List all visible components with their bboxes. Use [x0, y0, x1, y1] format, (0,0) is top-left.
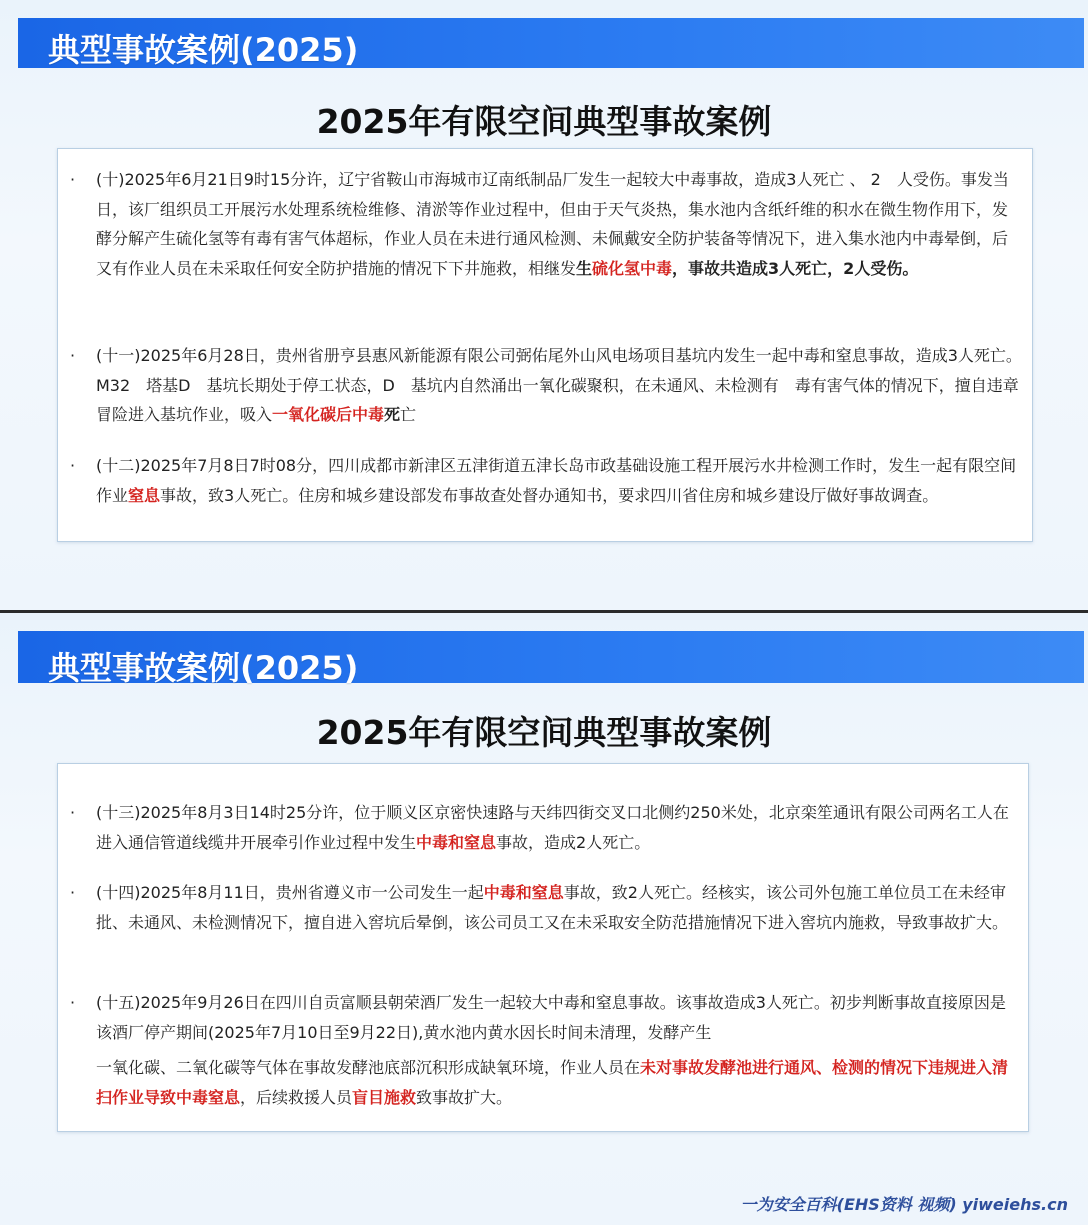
- case-text: 事故，致2人死亡。经核实，该公司外包施工单位员工在未经审批、未通风、未检测情况下，擅自进入窖坑后晕倒，该公司员工又在未采取安全防范措施情况下进入窖坑内施救，导致事故扩大。: [96, 883, 1009, 932]
- bullet-dot: ·: [70, 993, 76, 1012]
- case-text: ，后续救援人员: [240, 1087, 353, 1107]
- bullet-dot: ·: [70, 803, 76, 822]
- case-text: (十二)2025年7月8日7时08分，四川成都市新津区五津街道五津长岛市政基础设施工程开展污水井检测工作时，发生一起有限空间作业: [96, 456, 1017, 505]
- slide-1: [0, 0, 1088, 610]
- content-card: [57, 763, 1029, 1132]
- case-text: (十)2025年6月21日9时15分许，辽宁省鞍山市海城市辽南纸制品厂发生一起较大中毒事故，造成3人死亡 、 2 人受伤。事发当日，该厂组织员工开展污水处理系统检维修、清淤等作业过程中，但由于天气炎热，集水池内含纸纤维的积水在微生物作用下，发酵分解产生硫化氢等有毒有害气体超标，作业人员在未进行通风检测、未佩戴安全防护装备等情况下，进入集水池内中毒晕倒，后又有作业人员在未采取任何安全防护措施的情况下下井施救，相继发: [96, 170, 1009, 278]
- case-text: (十五)2025年9月26日在四川自贡富顺县朝荣酒厂发生一起较大中毒和窒息事故。该事故造成3人死亡。初步判断事故直接原因是该酒厂停产期间(2025年7月10日至9月22日),黄水池内黄水因长时间未清理，发酵产生: [96, 993, 1006, 1042]
- case-text: 亡: [400, 405, 417, 424]
- watermark-text: 一为安全百科(EHS资料 视频) yiweiehs.cn: [740, 1195, 1068, 1214]
- content-card: [57, 148, 1033, 542]
- case-item: [70, 165, 1022, 283]
- bullet-dot: ·: [70, 346, 76, 365]
- banner-title: 典型事故案例(2025): [48, 31, 359, 69]
- case-item: [70, 878, 1018, 937]
- case-item: [70, 988, 1018, 1112]
- slide-2: [0, 613, 1088, 1225]
- slide-heading: 2025年有限空间典型事故案例: [316, 102, 772, 141]
- case-highlight: 窒息: [128, 485, 161, 505]
- case-highlight: 一氧化碳后中毒: [272, 405, 385, 424]
- case-text: 致事故扩大。: [416, 1087, 513, 1107]
- bullet-dot: ·: [70, 883, 76, 902]
- case-text: 事故，造成2人死亡。: [496, 832, 651, 852]
- case-text: (十一)2025年6月28日，贵州省册亨县惠风新能源有限公司弼佑尾外山风电场项目基坑内发生一起中毒和窒息事故，造成3人死亡。 M32 塔基D 基坑长期处于停工状态，D 基坑内自然涌出一氧化碳聚积，在未通风、未检测有 毒有害气体的情况下，擅自违章冒险进入基坑作业，吸入: [96, 346, 1022, 424]
- slide-heading: 2025年有限空间典型事故案例: [316, 713, 772, 752]
- case-text: 事故，致3人死亡。住房和城乡建设部发布事故查处督办通知书，要求四川省住房和城乡建设厅做好事故调查。: [160, 485, 939, 505]
- case-item: [70, 341, 1022, 430]
- banner-title: 典型事故案例(2025): [48, 649, 359, 687]
- case-text: (十四)2025年8月11日，贵州省遵义市一公司发生一起: [96, 883, 484, 902]
- case-item: [70, 798, 1018, 857]
- case-text-bold: 死: [384, 405, 401, 424]
- bullet-dot: ·: [70, 170, 76, 189]
- case-text: (十三)2025年8月3日14时25分许，位于顺义区京密快速路与天纬四街交叉口北侧约250米处，北京栾笙通讯有限公司两名工人在进入通信管道线缆井开展牵引作业过程中发生: [96, 803, 1009, 852]
- case-highlight: 硫化氢中毒: [592, 258, 673, 278]
- case-text: 一氧化碳、二氧化碳等气体在事故发酵池底部沉积形成缺氧环境，作业人员在: [96, 1058, 641, 1077]
- case-text-bold: 生: [576, 258, 593, 278]
- case-highlight: 中毒和窒息: [483, 883, 564, 902]
- bullet-dot: ·: [70, 456, 76, 475]
- case-highlight: 未对事故发酵池进行通风、检测的情况下违规进入清扫作业导致中毒窒息: [96, 1058, 1009, 1107]
- case-item: [70, 451, 1022, 510]
- case-text-bold: ，事故共造成3人死亡，2人受伤。: [672, 258, 919, 278]
- case-highlight: 盲目施救: [352, 1087, 417, 1107]
- case-highlight: 中毒和窒息: [416, 832, 497, 852]
